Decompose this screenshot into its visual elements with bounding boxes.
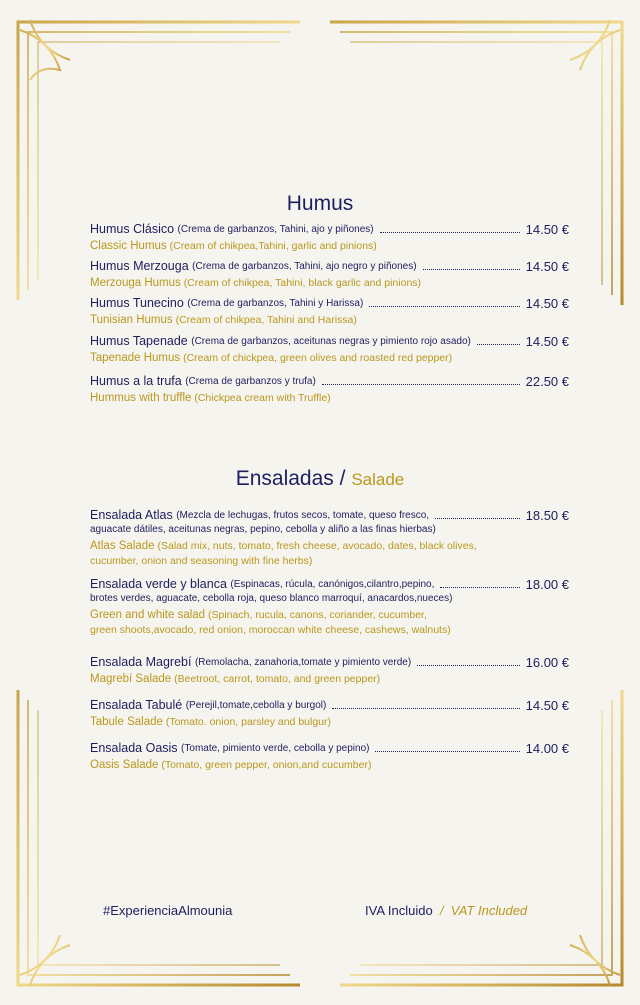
item-english-description-cont: cucumber, onion and seasoning with fine herbs) xyxy=(90,555,313,567)
item-english-name: Oasis Salade xyxy=(90,759,159,771)
item-description: (Crema de garbanzos, aceitunas negras y pimiento rojo asado) xyxy=(191,336,471,347)
menu-item xyxy=(90,741,569,773)
item-english-description: (Beetroot, carrot, tomato, and green pepper) xyxy=(174,673,381,685)
item-description: (Tomate, pimiento verde, cebolla y pepino) xyxy=(181,743,370,754)
item-description: (Crema de garbanzos, Tahini, ajo negro y piñones) xyxy=(192,261,417,272)
item-english-description: (Cream of chikpea,Tahini, garlic and pinions) xyxy=(169,240,377,252)
menu-item xyxy=(90,698,569,730)
item-name: Humus Tunecino xyxy=(90,296,184,310)
item-english-name: Tabule Salade xyxy=(90,716,163,728)
item-english-name: Magrebí Salade xyxy=(90,673,172,685)
item-name: Humus Merzouga xyxy=(90,259,189,273)
section-title-ensaladas xyxy=(0,467,640,491)
title-separator: / xyxy=(339,467,346,490)
item-row xyxy=(90,698,569,713)
menu-item xyxy=(90,296,569,328)
item-description: (Crema de garbanzos, Tahini, ajo y piñones) xyxy=(177,224,374,235)
item-row xyxy=(90,334,569,349)
item-english xyxy=(90,239,569,254)
item-english xyxy=(90,313,569,328)
item-english xyxy=(90,276,569,291)
item-name: Humus a la trufa xyxy=(90,374,182,388)
item-english-description: (Spinach, rucula, canons, coriander, cucumber, xyxy=(208,609,427,621)
menu-item xyxy=(90,222,569,254)
dot-leader xyxy=(332,708,519,709)
title-fr: Salade xyxy=(351,470,405,489)
item-description: (Perejil,tomate,cebolla y burgol) xyxy=(185,700,327,711)
tax-separator: / xyxy=(439,903,444,918)
item-row xyxy=(90,296,569,311)
menu-item xyxy=(90,374,569,406)
item-row xyxy=(90,374,569,389)
item-name: Ensalada Magrebí xyxy=(90,655,192,669)
item-description: (Crema de garbanzos, Tahini y Harissa) xyxy=(187,298,364,309)
item-english-description: (Cream of chikpea, Tahini, black garlic and pinions) xyxy=(183,277,422,289)
item-price: 16.00 € xyxy=(525,655,569,670)
item-english xyxy=(90,715,569,730)
item-english-name: Hummus with truffle xyxy=(90,392,192,404)
item-row xyxy=(90,259,569,274)
dot-leader xyxy=(322,384,520,385)
dot-leader xyxy=(380,232,520,233)
item-price: 18.00 € xyxy=(525,577,569,592)
item-price: 18.50 € xyxy=(525,508,569,523)
item-english-name: Atlas Salade xyxy=(90,540,155,552)
dot-leader xyxy=(369,306,519,307)
item-english-name: Green and white salad xyxy=(90,609,206,621)
menu-item xyxy=(90,508,569,569)
item-description: (Remolacha, zanahoria,tomate y pimiento verde) xyxy=(194,657,412,668)
item-price: 14.50 € xyxy=(525,296,569,311)
item-description-cont: aguacate dátiles, aceitunas negras, pepino, cebolla y aliño a las finas hierbas) xyxy=(90,524,436,535)
item-name: Ensalada Atlas xyxy=(90,508,173,522)
item-row xyxy=(90,577,569,592)
item-english-description: (Tomato. onion, parsley and bulgur) xyxy=(165,716,332,728)
menu-item xyxy=(90,577,569,638)
item-price: 14.50 € xyxy=(525,698,569,713)
item-name: Ensalada verde y blanca xyxy=(90,577,227,591)
title-es: Ensaladas xyxy=(235,467,334,490)
dot-leader xyxy=(417,665,519,666)
item-price: 22.50 € xyxy=(525,374,569,389)
item-english xyxy=(90,351,569,366)
vat-included: VAT Included xyxy=(450,903,528,918)
dot-leader xyxy=(435,518,520,519)
item-description-cont: brotes verdes, aguacate, cebolla roja, queso blanco marroquí, anacardos,nueces) xyxy=(90,593,453,604)
item-english-name: Tapenade Humus xyxy=(90,352,181,364)
item-english-name: Tunisian Humus xyxy=(90,314,173,326)
item-row xyxy=(90,508,569,523)
item-row xyxy=(90,655,569,670)
item-price: 14.00 € xyxy=(525,741,569,756)
item-price: 14.50 € xyxy=(525,259,569,274)
menu-item xyxy=(90,655,569,687)
dot-leader xyxy=(477,344,520,345)
item-english-name: Classic Humus xyxy=(90,240,167,252)
menu-item xyxy=(90,259,569,291)
iva-included: IVA Incluido xyxy=(365,903,433,918)
item-english xyxy=(90,758,569,773)
item-english-name: Merzouga Humus xyxy=(90,277,181,289)
item-english-description: (Chickpea cream with Truffle) xyxy=(194,392,331,404)
dot-leader xyxy=(423,269,520,270)
tax-note xyxy=(365,903,527,918)
menu-item xyxy=(90,334,569,366)
item-english xyxy=(90,672,569,687)
item-english-description: (Cream of chickpea, green olives and roasted red pepper) xyxy=(183,352,453,364)
item-name: Ensalada Tabulé xyxy=(90,698,183,712)
item-row xyxy=(90,222,569,237)
item-description: (Mezcla de lechugas, frutos secos, tomate, queso fresco, xyxy=(176,510,430,521)
item-english-description-cont: green shoots,avocado, red onion, moroccan white cheese, cashews, walnuts) xyxy=(90,624,451,636)
item-name: Humus Tapenade xyxy=(90,334,188,348)
item-description: (Espinacas, rúcula, canónigos,cilantro,pepino, xyxy=(230,579,435,590)
item-english-description: (Cream of chikpea, Tahini and Harissa) xyxy=(175,314,357,326)
item-name: Ensalada Oasis xyxy=(90,741,178,755)
dot-leader xyxy=(440,587,519,588)
item-price: 14.50 € xyxy=(525,222,569,237)
item-price: 14.50 € xyxy=(525,334,569,349)
dot-leader xyxy=(375,751,519,752)
item-row xyxy=(90,741,569,756)
item-name: Humus Clásico xyxy=(90,222,175,236)
item-english xyxy=(90,539,569,569)
item-description: (Crema de garbanzos y trufa) xyxy=(185,376,316,387)
section-title-humus: Humus xyxy=(286,192,354,215)
item-english-description: (Tomato, green pepper, onion,and cucumber) xyxy=(161,759,372,771)
item-english xyxy=(90,391,569,406)
item-english-description: (Salad mix, nuts, tomato, fresh cheese, avocado, dates, black olives, xyxy=(157,540,477,552)
hashtag: #ExperienciaAlmounia xyxy=(103,903,233,918)
item-english xyxy=(90,608,569,638)
